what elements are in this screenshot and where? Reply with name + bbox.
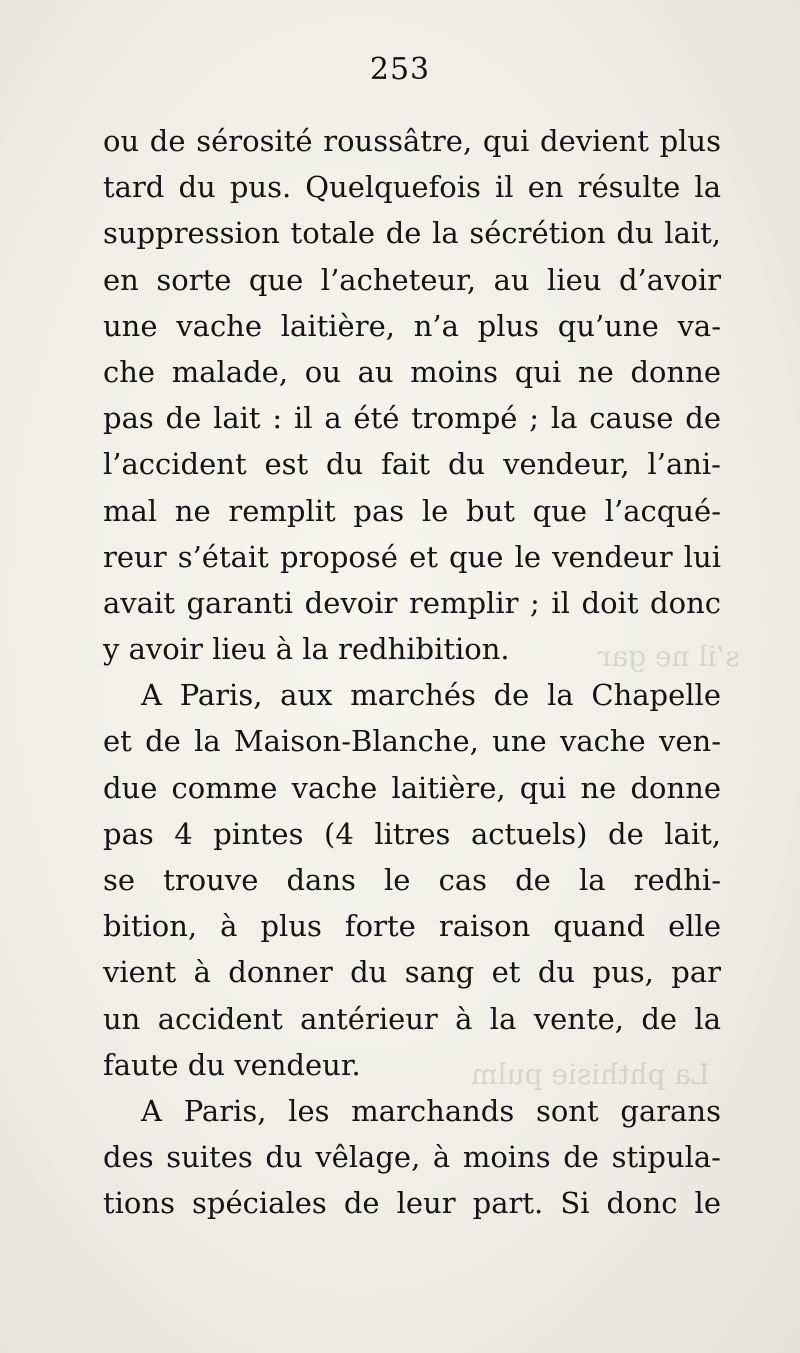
text-line: tions spéciales de leur part. Si donc le [103,1186,721,1221]
text-line: A Paris, aux marchés de la Chapelle [141,678,721,713]
text-line: pas de lait : il a été trompé ; la cause de [103,401,721,436]
text-line: y avoir lieu à la redhibition. [103,632,510,667]
text-line: che malade, ou au moins qui ne donne [103,354,721,389]
text-line: un accident antérieur à la vente, de la [103,1001,721,1036]
text-line: l’accident est du fait du vendeur, l’ani- [103,447,721,482]
text-line: A Paris, les marchands sont garans [141,1093,721,1128]
text-line: avait garanti devoir remplir ; il doit donc [103,585,721,620]
bleed-through-text: La phthisie pulm [471,1058,710,1091]
text-line: vient à donner du sang et du pus, par [103,955,721,990]
text-line: en sorte que l’acheteur, au lieu d’avoir [103,262,721,297]
text-line: suppression totale de la sécrétion du lait, [103,216,721,251]
text-line: tard du pus. Quelquefois il en résulte la [103,170,721,205]
text-line: bition, à plus forte raison quand elle [103,909,721,944]
text-line: une vache laitière, n’a plus qu’une va- [103,308,721,343]
text-line: des suites du vêlage, à moins de stipula- [103,1140,721,1175]
text-line: et de la Maison-Blanche, une vache ven- [103,724,721,759]
text-line: se trouve dans le cas de la redhi- [103,863,721,897]
text-line: faute du vendeur. [103,1047,361,1082]
text-line: mal ne remplit pas le but que l’acqué- [103,493,721,528]
text-line: pas 4 pintes (4 litres actuels) de lait, [103,816,721,851]
bleed-through-text: s’il ne gar [598,640,740,673]
text-line: reur s’était proposé et que le vendeur lui [103,539,721,574]
text-line: ou de sérosité roussâtre, qui devient plus [103,124,721,158]
page-number: 253 [369,52,431,87]
text-line: due comme vache laitière, qui ne donne [103,770,721,805]
body-text [103,118,721,1227]
